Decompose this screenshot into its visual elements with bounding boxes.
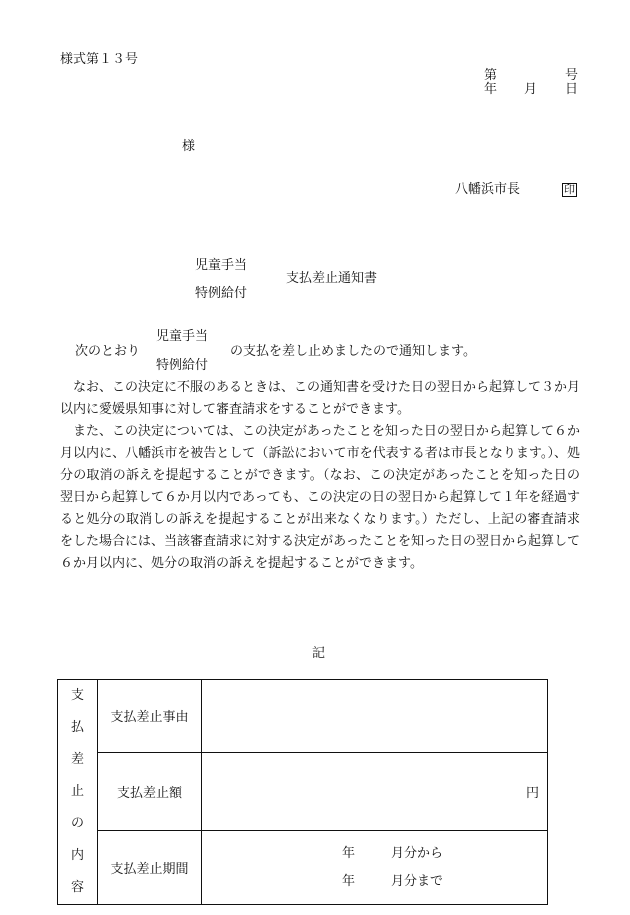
period-label: 支払差止期間 <box>98 831 202 905</box>
document-title: 支払差止通知書 <box>286 271 378 286</box>
amount-unit: 円 <box>525 785 539 801</box>
doc-number-suffix: 号 <box>565 68 579 83</box>
title-option-2: 特例給付 <box>195 286 248 301</box>
appeal-paragraph: なお、この決定に不服のあるときは、この通知書を受けた日の翌日から起算して３か月以内に愛媛県知事に対して審査請求をすることができます。 <box>60 380 581 417</box>
body-lead: 次のとおり <box>75 344 141 359</box>
period-value <box>202 831 548 905</box>
date-year: 年 <box>484 82 498 97</box>
date-month: 月 <box>524 82 538 97</box>
form-number: 様式第１３号 <box>60 52 139 67</box>
details-table <box>57 679 548 905</box>
amount-label: 支払差止額 <box>98 752 202 830</box>
body-option-2: 特例給付 <box>156 358 209 373</box>
ki-heading: 記 <box>312 646 326 661</box>
side-label: 支 払 差 止 の 内 容 <box>58 680 98 905</box>
lawsuit-paragraph: また、この決定については、この決定があったことを知った日の翌日から起算して６か月以内に、八幡浜市を被告として（訴訟において市を代表する者は市長となります。）、処分の取消の訴えを提起することができます。（なお、この決定があったことを知った日の翌日から起算して６か月以内であっても、この決定の日の翌日から起算して１年を経過すると処分の取消しの訴えを提起することが出来なくなります。）ただし、上記の審査請求をした場合には、当該審査請求に対する決定があったことを知った日の翌日から起算して６か月以内に、処分の取消の訴えを提起することができます。 <box>60 424 580 571</box>
addressee-suffix: 様 <box>182 139 196 154</box>
issuer-name: 八幡浜市長 <box>455 182 521 197</box>
reason-value <box>202 680 548 753</box>
date-day: 日 <box>565 82 579 97</box>
body-option-1: 児童手当 <box>156 329 209 344</box>
title-option-1: 児童手当 <box>195 258 248 273</box>
reason-label: 支払差止事由 <box>98 680 202 753</box>
period-to: 年 月分まで <box>342 873 444 889</box>
doc-number-prefix: 第 <box>484 68 498 83</box>
period-from: 年 月分から <box>342 845 444 861</box>
notice-paragraphs <box>60 377 580 575</box>
body-tail: の支払を差し止めましたので通知します。 <box>230 344 476 359</box>
amount-value <box>202 752 548 830</box>
issuer-seal: 印 <box>564 183 575 196</box>
